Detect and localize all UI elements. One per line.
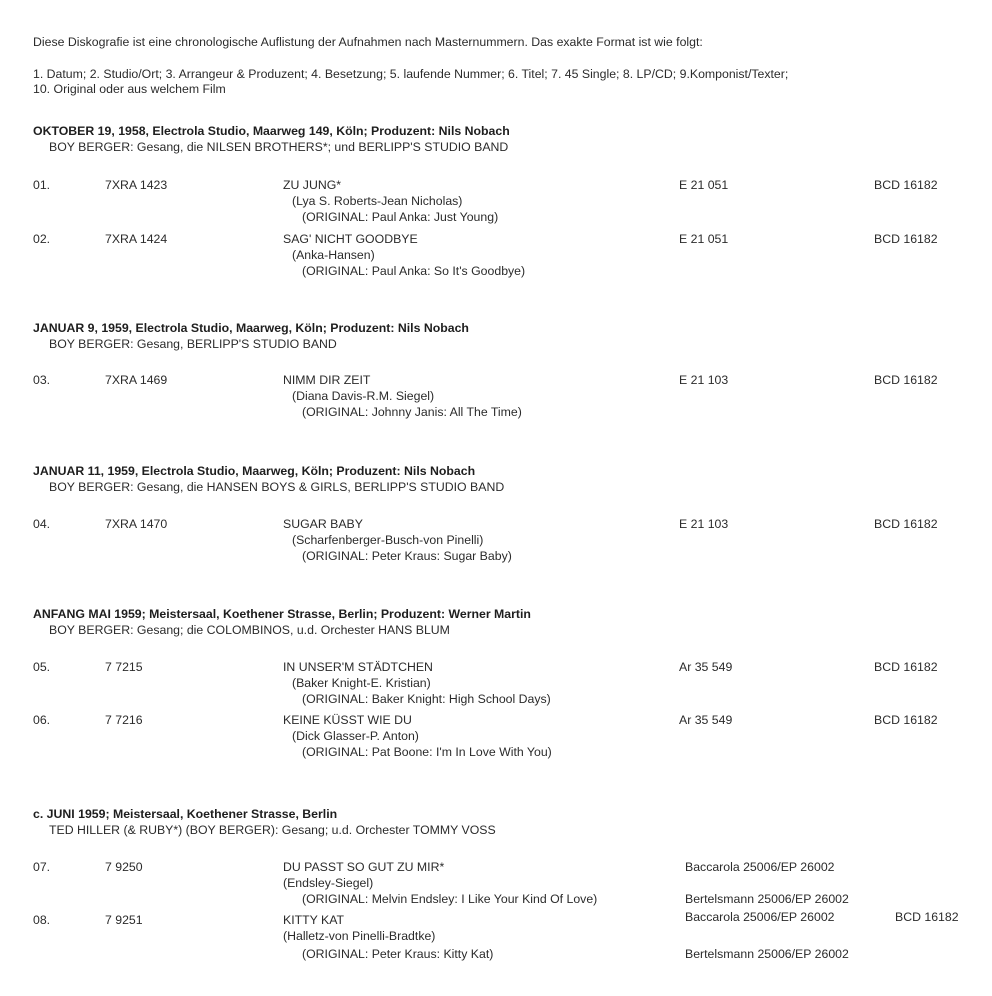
single-number-alt: Bertelsmann 25006/EP 26002 [685, 892, 849, 906]
track-title: SUGAR BABY [283, 517, 363, 531]
lp-cd-number: BCD 16182 [895, 910, 959, 924]
track-composers: (Baker Knight-E. Kristian) [292, 676, 431, 690]
master-number: 7 7215 [105, 660, 143, 674]
track-number: 07. [33, 860, 51, 874]
session-personnel: BOY BERGER: Gesang, die HANSEN BOYS & GIRLS, BERLIPP'S STUDIO BAND [49, 480, 505, 494]
track-number: 03. [33, 373, 51, 387]
track-title: IN UNSER'M STÄDTCHEN [283, 660, 433, 674]
master-number: 7 7216 [105, 713, 143, 727]
track-number: 01. [33, 178, 51, 192]
lp-cd-number: BCD 16182 [874, 178, 938, 192]
track-number: 02. [33, 232, 51, 246]
master-number: 7XRA 1423 [105, 178, 168, 192]
single-number-alt: Bertelsmann 25006/EP 26002 [685, 947, 849, 961]
track-title: DU PASST SO GUT ZU MIR* [283, 860, 445, 874]
track-original: (ORIGINAL: Peter Kraus: Sugar Baby) [302, 549, 512, 563]
track-composers: (Diana Davis-R.M. Siegel) [292, 389, 435, 403]
track-original: (ORIGINAL: Peter Kraus: Kitty Kat) [302, 947, 494, 961]
single-number: Baccarola 25006/EP 26002 [685, 860, 835, 874]
track-original: (ORIGINAL: Paul Anka: So It's Goodbye) [302, 264, 526, 278]
session-personnel: TED HILLER (& RUBY*) (BOY BERGER): Gesang; u.d. Orchester TOMMY VOSS [49, 823, 496, 837]
single-number: Ar 35 549 [679, 660, 733, 674]
session-header: JANUAR 9, 1959, Electrola Studio, Maarweg, Köln; Produzent: Nils Nobach [33, 321, 469, 335]
intro-text: Diese Diskografie ist eine chronologische Auflistung der Aufnahmen nach Masternummern. Das exakte Format ist wie folgt: [33, 35, 703, 49]
track-original: (ORIGINAL: Paul Anka: Just Young) [302, 210, 499, 224]
track-composers: (Dick Glasser-P. Anton) [292, 729, 419, 743]
lp-cd-number: BCD 16182 [874, 373, 938, 387]
track-original: (ORIGINAL: Pat Boone: I'm In Love With You) [302, 745, 552, 759]
single-number: E 21 051 [679, 178, 729, 192]
single-number: Ar 35 549 [679, 713, 733, 727]
track-composers: (Anka-Hansen) [292, 248, 375, 262]
track-original: (ORIGINAL: Johnny Janis: All The Time) [302, 405, 522, 419]
track-number: 05. [33, 660, 51, 674]
track-number: 08. [33, 913, 51, 927]
session-header: ANFANG MAI 1959; Meistersaal, Koethener Strasse, Berlin; Produzent: Werner Martin [33, 607, 531, 621]
master-number: 7XRA 1469 [105, 373, 168, 387]
master-number: 7XRA 1424 [105, 232, 168, 246]
session-header: OKTOBER 19, 1958, Electrola Studio, Maarweg 149, Köln; Produzent: Nils Nobach [33, 124, 510, 138]
single-number: E 21 103 [679, 373, 729, 387]
lp-cd-number: BCD 16182 [874, 660, 938, 674]
track-title: NIMM DIR ZEIT [283, 373, 371, 387]
track-original: (ORIGINAL: Baker Knight: High School Days) [302, 692, 551, 706]
session-header: JANUAR 11, 1959, Electrola Studio, Maarweg, Köln; Produzent: Nils Nobach [33, 464, 476, 478]
track-composers: (Endsley-Siegel) [283, 876, 374, 890]
track-title: KITTY KAT [283, 913, 345, 927]
master-number: 7XRA 1470 [105, 517, 168, 531]
session-personnel: BOY BERGER: Gesang, die NILSEN BROTHERS*; und BERLIPP'S STUDIO BAND [49, 140, 509, 154]
track-composers: (Halletz-von Pinelli-Bradtke) [283, 929, 436, 943]
lp-cd-number: BCD 16182 [874, 517, 938, 531]
lp-cd-number: BCD 16182 [874, 232, 938, 246]
master-number: 7 9251 [105, 913, 143, 927]
track-number: 06. [33, 713, 51, 727]
master-number: 7 9250 [105, 860, 143, 874]
single-number: Baccarola 25006/EP 26002 [685, 910, 835, 924]
single-number: E 21 103 [679, 517, 729, 531]
session-personnel: BOY BERGER: Gesang; die COLOMBINOS, u.d. Orchester HANS BLUM [49, 623, 450, 637]
session-personnel: BOY BERGER: Gesang, BERLIPP'S STUDIO BAND [49, 337, 337, 351]
track-original: (ORIGINAL: Melvin Endsley: I Like Your Kind Of Love) [302, 892, 598, 906]
track-title: KEINE KÜSST WIE DU [283, 713, 412, 727]
single-number: E 21 051 [679, 232, 729, 246]
lp-cd-number: BCD 16182 [874, 713, 938, 727]
format-legend-line-2: 10. Original oder aus welchem Film [33, 82, 226, 96]
track-title: ZU JUNG* [283, 178, 342, 192]
track-composers: (Lya S. Roberts-Jean Nicholas) [292, 194, 463, 208]
track-title: SAG' NICHT GOODBYE [283, 232, 418, 246]
track-composers: (Scharfenberger-Busch-von Pinelli) [292, 533, 484, 547]
format-legend-line-1: 1. Datum; 2. Studio/Ort; 3. Arrangeur & Produzent; 4. Besetzung; 5. laufende Nummer; 6. Titel; 7. 45 Single; 8. LP/CD; 9.Komponist/Texter; [33, 67, 789, 81]
session-header: c. JUNI 1959; Meistersaal, Koethener Strasse, Berlin [33, 807, 338, 821]
format-legend [33, 67, 963, 97]
track-number: 04. [33, 517, 51, 531]
